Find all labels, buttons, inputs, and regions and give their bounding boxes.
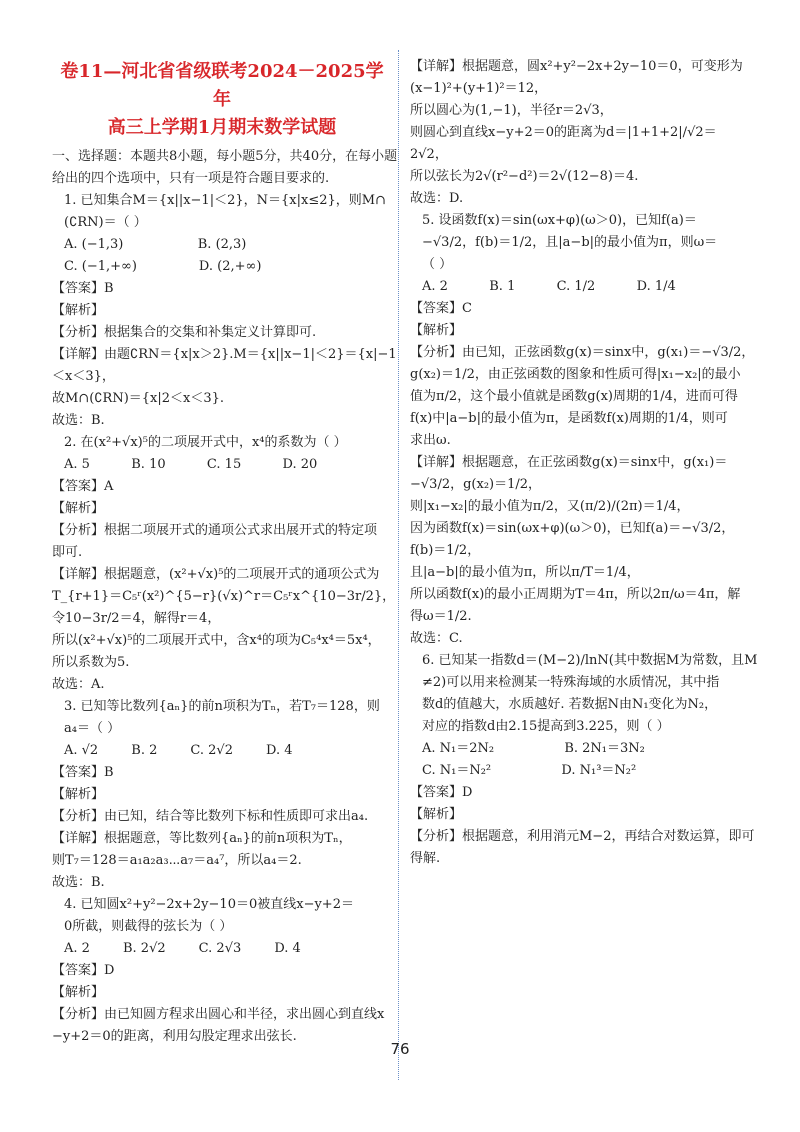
left-line: 【解析】 bbox=[52, 501, 105, 516]
right-line: 且|a−b|的最小值为π，所以π/T＝1/4， bbox=[410, 565, 640, 580]
right-line: 【详解】根据题意，圆x²+y²−2x+2y−10＝0，可变形为 bbox=[410, 59, 743, 74]
right-line: 【详解】根据题意，在正弦函数g(x)＝sinx中，g(x₁)＝ bbox=[410, 455, 728, 470]
right-line: 得ω＝1/2. bbox=[410, 609, 472, 624]
left-line: −y+2＝0的距离，利用勾股定理求出弦长. bbox=[52, 1029, 297, 1044]
left-line: 【解析】 bbox=[52, 985, 105, 1000]
left-line: 则T₇＝128＝a₁a₂a₃⋯a₇＝a₄⁷，所以a₄＝2. bbox=[52, 853, 302, 868]
left-line: 给出的四个选项中，只有一项是符合题目要求的. bbox=[52, 171, 330, 186]
left-line: 即可. bbox=[52, 545, 83, 560]
left-line: 故选：A. bbox=[52, 677, 105, 692]
left-line: C. (−1,+∞) D. (2,+∞) bbox=[64, 259, 262, 274]
page-number: 76 bbox=[390, 1040, 410, 1058]
right-line: 【解析】 bbox=[410, 807, 463, 822]
right-line: A. N₁＝2N₂ B. 2N₁＝3N₂ bbox=[422, 741, 645, 756]
right-line: 【解析】 bbox=[410, 323, 463, 338]
right-line: 【答案】C bbox=[410, 301, 472, 316]
title-line-2: 高三上学期1月期末数学试题 bbox=[107, 117, 337, 138]
right-line: 得解. bbox=[410, 851, 441, 866]
right-line: 故选：D. bbox=[410, 191, 464, 206]
right-line: C. N₁＝N₂² D. N₁³＝N₂² bbox=[422, 763, 637, 778]
right-line: ≠2)可以用来检测某一特殊海域的水质情况，其中指 bbox=[422, 675, 720, 690]
left-line: A. 5 B. 10 C. 15 D. 20 bbox=[64, 457, 318, 472]
left-line: 【答案】B bbox=[52, 765, 114, 780]
left-column bbox=[52, 58, 398, 1048]
right-line: 2√2， bbox=[410, 147, 448, 162]
title-line-1: 卷11—河北省省级联考2024－2025学年 bbox=[60, 61, 384, 110]
right-line: f(x)中|a−b|的最小值为π，是函数f(x)周期的1/4，则可 bbox=[410, 411, 728, 426]
page-title bbox=[52, 58, 392, 142]
left-line: A. √2 B. 2 C. 2√2 D. 4 bbox=[64, 743, 293, 758]
right-line: 【分析】由已知，正弦函数g(x)＝sinx中，g(x₁)＝−√3/2， bbox=[410, 345, 755, 360]
right-line: 所以函数f(x)的最小正周期为T＝4π，所以2π/ω＝4π，解 bbox=[410, 587, 741, 602]
left-line: 2. 在(x²+√x)⁵的二项展开式中，x⁴的系数为（ ） bbox=[64, 435, 347, 450]
right-line: 6. 已知某一指数d＝(M−2)/lnN(其中数据M为常数，且M bbox=[422, 653, 758, 668]
right-line: 对应的指数d由2.15提高到3.225，则（ ） bbox=[422, 719, 670, 734]
left-line: 所以(x²+√x)⁵的二项展开式中，含x⁴的项为C₅⁴x⁴＝5x⁴， bbox=[52, 633, 381, 648]
left-line: 【详解】根据题意，(x²+√x)⁵的二项展开式的通项公式为 bbox=[52, 567, 380, 582]
right-line: g(x₂)＝1/2，由正弦函数的图象和性质可得|x₁−x₂|的最小 bbox=[410, 367, 741, 382]
left-line: 【答案】A bbox=[52, 479, 114, 494]
left-line: 【分析】根据集合的交集和补集定义计算即可. bbox=[52, 325, 317, 340]
left-line: 【分析】根据二项展开式的通项公式求出展开式的特定项 bbox=[52, 523, 378, 538]
left-line: 【答案】D bbox=[52, 963, 115, 978]
left-line: 【详解】根据题意，等比数列{aₙ}的前n项积为Tₙ， bbox=[52, 831, 352, 846]
column-divider bbox=[398, 50, 399, 1080]
left-line: 所以系数为5. bbox=[52, 655, 130, 670]
right-line: −√3/2，f(b)＝1/2，且|a−b|的最小值为π，则ω＝ bbox=[422, 235, 718, 250]
left-line: a₄＝（ ） bbox=[64, 721, 121, 736]
left-line: 【解析】 bbox=[52, 303, 105, 318]
left-line: (∁RN)＝（ ） bbox=[64, 215, 147, 230]
right-line: (x−1)²+(y+1)²＝12， bbox=[410, 81, 548, 96]
right-line: −√3/2，g(x₂)＝1/2， bbox=[410, 477, 542, 492]
right-line: （ ） bbox=[422, 257, 453, 272]
right-line: 求出ω. bbox=[410, 433, 451, 448]
left-line: 3. 已知等比数列{aₙ}的前n项积为Tₙ，若T₇＝128，则 bbox=[64, 699, 380, 714]
left-line: 【分析】由已知圆方程求出圆心和半径，求出圆心到直线x bbox=[52, 1007, 385, 1022]
right-line: 所以圆心为(1,−1)，半径r＝2√3， bbox=[410, 103, 613, 118]
right-line: A. 2 B. 1 C. 1/2 D. 1/4 bbox=[422, 279, 676, 294]
left-line: 4. 已知圆x²+y²−2x+2y−10＝0被直线x−y+2＝ bbox=[64, 897, 354, 912]
left-line: 【答案】B bbox=[52, 281, 114, 296]
right-line: 则|x₁−x₂|的最小值为π/2，又(π/2)/(2π)＝1/4， bbox=[410, 499, 690, 514]
left-line: ＜x＜3}， bbox=[52, 369, 115, 384]
right-line: 因为函数f(x)＝sin(ωx+φ)(ω＞0)，已知f(a)＝−√3/2， bbox=[410, 521, 735, 536]
right-line: 数d的值越大，水质越好. 若数据N由N₁变化为N₂， bbox=[422, 697, 718, 712]
left-line: 故M∩(∁RN)＝{x|2＜x＜3}. bbox=[52, 391, 225, 406]
left-line: 一、选择题：本题共8小题，每小题5分，共40分，在每小题 bbox=[52, 149, 398, 164]
left-line: A. (−1,3) B. (2,3) bbox=[64, 237, 247, 252]
right-line: 值为π/2，这个最小值就是函数g(x)周期的1/4，进而可得 bbox=[410, 389, 738, 404]
left-line: 故选：B. bbox=[52, 413, 105, 428]
right-line: 【答案】D bbox=[410, 785, 473, 800]
left-line: A. 2 B. 2√2 C. 2√3 D. 4 bbox=[64, 941, 301, 956]
left-line: 令10−3r/2＝4，解得r＝4， bbox=[52, 611, 221, 626]
right-line: 【分析】根据题意，利用消元M−2，再结合对数运算，即可 bbox=[410, 829, 755, 844]
left-line: 【分析】由已知，结合等比数列下标和性质即可求出a₄. bbox=[52, 809, 369, 824]
right-line: 所以弦长为2√(r²−d²)＝2√(12−8)＝4. bbox=[410, 169, 639, 184]
right-line: 故选：C. bbox=[410, 631, 463, 646]
left-line: 故选：B. bbox=[52, 875, 105, 890]
left-line: 【解析】 bbox=[52, 787, 105, 802]
right-line: 则圆心到直线x−y+2＝0的距离为d＝|1+1+2|/√2＝ bbox=[410, 125, 717, 140]
right-line: 5. 设函数f(x)＝sin(ωx+φ)(ω＞0)，已知f(a)＝ bbox=[422, 213, 697, 228]
left-line: 【详解】由题∁RN＝{x|x＞2}.M＝{x||x−1|＜2}＝{x|−1 bbox=[52, 347, 397, 362]
left-line: 1. 已知集合M＝{x||x−1|＜2}，N＝{x|x≤2}，则M∩ bbox=[64, 193, 386, 208]
right-column bbox=[410, 56, 756, 870]
left-line: T_{r+1}＝C₅ʳ(x²)^{5−r}(√x)^r＝C₅ʳx^{10−3r/2}， bbox=[52, 589, 396, 604]
right-line: f(b)＝1/2， bbox=[410, 543, 481, 558]
left-line: 0所截，则截得的弦长为（ ） bbox=[64, 919, 233, 934]
